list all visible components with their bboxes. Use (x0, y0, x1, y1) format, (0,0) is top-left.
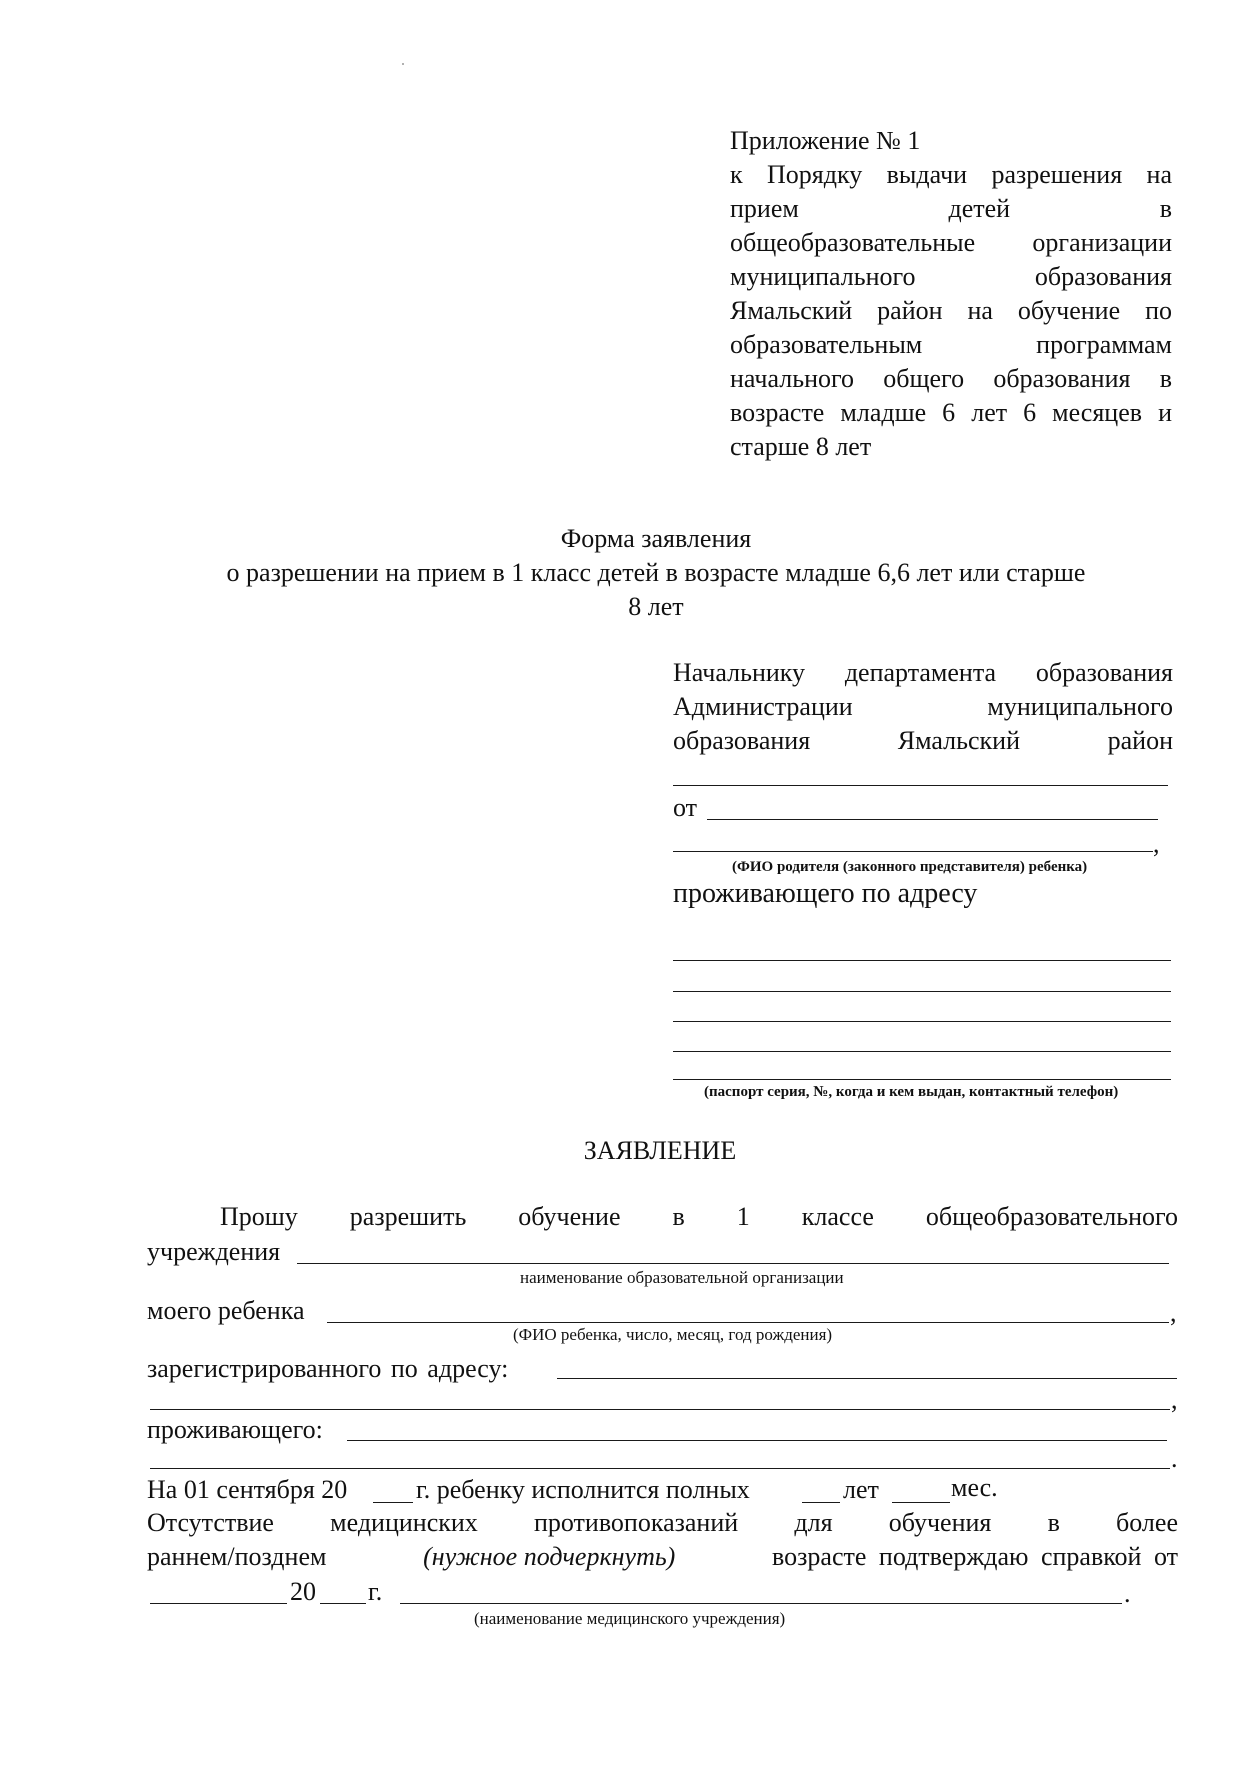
addressee-blank-line[interactable] (673, 785, 1168, 786)
contra-line-2 (147, 1540, 1178, 1574)
age-years-field[interactable] (802, 1502, 840, 1503)
contra-line: Отсутствие медицинских противопоказаний для обучения в более (147, 1508, 1178, 1537)
appendix-line: муниципального образования (730, 262, 1172, 291)
appendix-line: общеобразовательные организации (730, 228, 1172, 257)
age-mid: г. ребенку исполнится полных (416, 1475, 750, 1504)
contra-underline-hint: (нужное подчеркнуть) (423, 1542, 676, 1571)
addressee-line: Начальнику департамента образования (673, 658, 1173, 687)
medical-institution-field[interactable] (400, 1603, 1122, 1604)
addressee-line: Администрации муниципального (673, 692, 1173, 721)
residing-label: проживающего по адресу (673, 878, 978, 909)
child-caption: (ФИО ребенка, число, месяц, год рождения) (513, 1325, 833, 1344)
appendix-line: возрасте младше 6 лет 6 месяцев и (730, 398, 1172, 427)
cert-g: г. (368, 1577, 383, 1606)
age-months-label: мес. (951, 1473, 998, 1502)
statement-heading: ЗАЯВЛЕНИЕ (583, 1136, 737, 1165)
appendix-line: образовательным программам (730, 330, 1172, 359)
address-field-1[interactable] (673, 960, 1171, 961)
period: . (1124, 1579, 1131, 1608)
appendix-line: прием детей в (730, 194, 1172, 223)
age-prefix: На 01 сентября 20 (147, 1475, 348, 1504)
address-field-2[interactable] (673, 991, 1171, 992)
period: . (1171, 1444, 1178, 1473)
passport-caption: (паспорт серия, №, когда и кем выдан, контактный телефон) (704, 1084, 1119, 1100)
appendix-line: Ямальский район на обучение по (730, 296, 1172, 325)
parent-caption: (ФИО родителя (законного представителя) ребенка) (732, 859, 1088, 875)
comma: , (1153, 829, 1160, 858)
cert-year-field[interactable] (320, 1603, 366, 1604)
address-field-4[interactable] (673, 1051, 1171, 1052)
residing-address-field-2[interactable] (150, 1468, 1170, 1469)
contra-confirm-text: возрасте подтверждаю справкой от (772, 1542, 1178, 1571)
residing-address-field[interactable] (347, 1440, 1167, 1441)
comma: , (1170, 1298, 1177, 1327)
contra-age-options: раннем/позднем (147, 1542, 327, 1571)
cert-date-field[interactable] (150, 1603, 287, 1604)
parent-name-field[interactable] (707, 819, 1158, 820)
registered-address-field-2[interactable] (150, 1409, 1170, 1410)
address-field-3[interactable] (673, 1021, 1171, 1022)
appendix-line: начального общего образования в (730, 364, 1172, 393)
age-year-field[interactable] (373, 1502, 413, 1503)
registered-label: зарегистрированного по адресу: (147, 1354, 509, 1383)
parent-name-field-2[interactable] (673, 851, 1153, 852)
child-label: моего ребенка (147, 1296, 305, 1325)
addressee-line: образования Ямальский район (673, 726, 1173, 755)
residing-address-label: проживающего: (147, 1415, 323, 1444)
comma: , (1171, 1385, 1178, 1414)
appendix-line: старше 8 лет (730, 432, 872, 461)
form-title: Форма заявления (560, 524, 752, 553)
form-subtitle: о разрешении на прием в 1 класс детей в возрасте младше 6,6 лет или старше (226, 558, 1086, 587)
appendix-line: к Порядку выдачи разрешения на (730, 160, 1172, 189)
appendix-number: Приложение № 1 (730, 126, 921, 155)
scan-speck (402, 63, 404, 65)
institution-field[interactable] (297, 1263, 1169, 1264)
cert-year-prefix: 20 (290, 1577, 316, 1606)
medical-caption: (наименование медицинского учреждения) (474, 1609, 786, 1628)
registered-address-field[interactable] (557, 1378, 1177, 1379)
institution-label: учреждения (147, 1237, 281, 1266)
request-line: Прошу разрешить обучение в 1 классе общеобразовательного (220, 1202, 1178, 1231)
child-field[interactable] (327, 1322, 1169, 1323)
institution-caption: наименование образовательной организации (520, 1268, 844, 1287)
from-label: от (673, 793, 698, 822)
passport-field[interactable] (673, 1079, 1171, 1080)
age-years-label: лет (843, 1475, 879, 1504)
age-months-field[interactable] (892, 1502, 950, 1503)
form-subtitle-end: 8 лет (628, 592, 684, 621)
